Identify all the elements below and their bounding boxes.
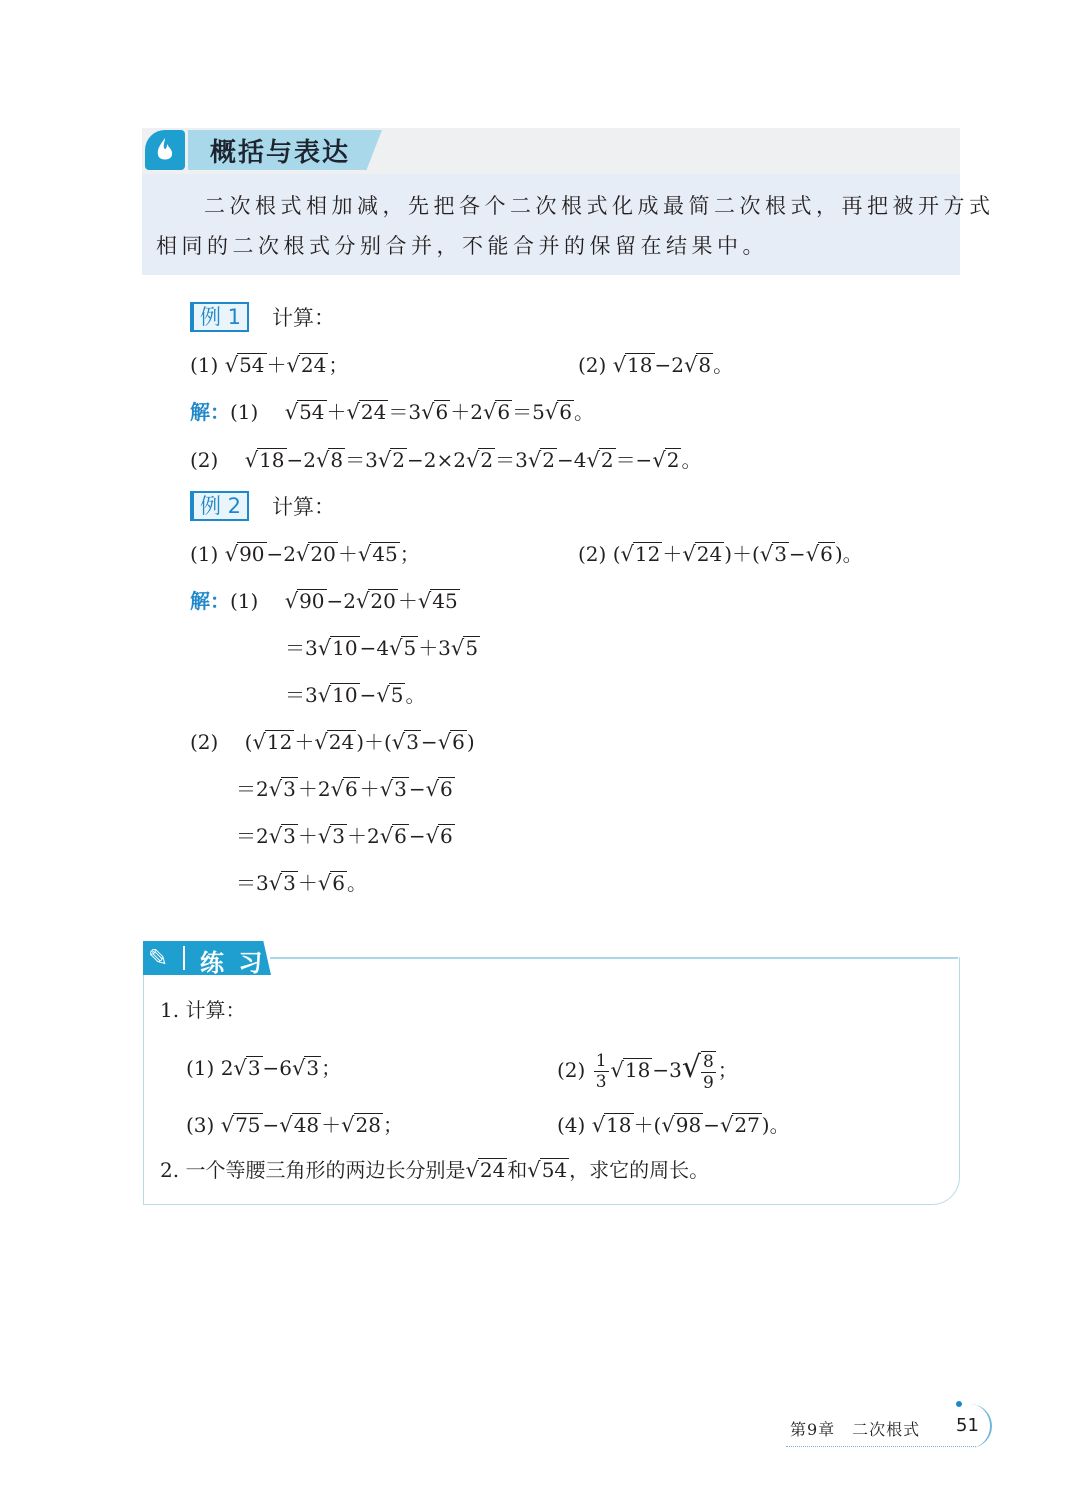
example-2-label: 例 2 bbox=[190, 491, 249, 521]
example-2-solution-2: (2) (√12 ＋√24 )＋(√3 −√6 ) bbox=[190, 730, 475, 754]
page-number-dot bbox=[956, 1401, 962, 1407]
practice-top-line bbox=[270, 957, 958, 959]
chapter-footer: 第9章 二次根式 bbox=[790, 1420, 921, 1439]
practice-1-part-3: (3) √75 −√48 ＋√28 ； bbox=[186, 1113, 403, 1137]
example-2-step-2: ＝3√10 −√5 。 bbox=[285, 683, 426, 707]
example-1-label: 例 1 bbox=[190, 302, 249, 332]
example-1-task: 计算： bbox=[272, 306, 335, 330]
example-2-solution-1: 解：(1) √90 −2√20 ＋√45 bbox=[190, 589, 458, 613]
footer-dotted-line bbox=[786, 1446, 976, 1447]
solution-label: 解 bbox=[190, 400, 210, 424]
solution-label: 解 bbox=[190, 589, 210, 613]
pencil-ruler-icon: ✎ bbox=[148, 944, 169, 972]
summary-box bbox=[142, 174, 995, 275]
summary-line-1: 二次根式相加减，先把各个二次根式化成最简二次根式，再把被开方式 bbox=[204, 194, 995, 218]
example-1-problem-1: (1) √54 ＋√24 ； bbox=[190, 353, 349, 377]
practice-question-2: 2. 一个等腰三角形的两边长分别是√24 和√54 ，求它的周长。 bbox=[160, 1158, 710, 1182]
example-2-step-1: ＝3√10 −4√5 ＋3√5 bbox=[285, 636, 479, 660]
practice-1-part-2: (2) $\frac{1}{3}$ √18 −3√ $\frac{8}{9}$ ； bbox=[557, 1050, 738, 1093]
flame-icon bbox=[145, 130, 185, 170]
example-2-step-5: ＝3√3 ＋√6 。 bbox=[236, 871, 367, 895]
practice-title: 练 习 bbox=[200, 949, 266, 977]
fraction-eight-ninths: $\frac{8}{9}$ bbox=[702, 1051, 714, 1093]
example-1-solution-2: (2) √18 −2√8 ＝3√2 −2×2√2 ＝3√2 −4√2 ＝−√2 。 bbox=[190, 448, 702, 472]
section-title: 概括与表达 bbox=[210, 138, 351, 168]
example-1-problem-2: (2) √18 −2√8 。 bbox=[578, 353, 734, 377]
example-2-step-4: ＝2√3 ＋√3 ＋2√6 −√6 bbox=[236, 824, 453, 848]
example-2-task: 计算： bbox=[272, 495, 335, 519]
practice-1-part-4: (4) √18 ＋(√98 −√27 )。 bbox=[557, 1113, 790, 1137]
example-2-problem-1: (1) √90 −2√20 ＋√45 ； bbox=[190, 542, 420, 566]
example-2-problem-2: (2) (√12 ＋√24 )＋(√3 −√6 )。 bbox=[578, 542, 863, 566]
page-number: 51 bbox=[956, 1415, 979, 1436]
practice-question-1: 1. 计算： bbox=[160, 998, 246, 1022]
summary-line-2: 相同的二次根式分别合并，不能合并的保留在结果中。 bbox=[156, 234, 768, 258]
example-2-step-3: ＝2√3 ＋2√6 ＋√3 −√6 bbox=[236, 777, 453, 801]
practice-tab-divider bbox=[183, 946, 185, 970]
practice-1-part-1: (1) 2√3 −6√3 ； bbox=[186, 1056, 342, 1080]
fraction-one-third: $\frac{1}{3}$ bbox=[595, 1051, 607, 1092]
example-1-solution-1: 解：(1) √54 ＋√24 ＝3√6 ＋2√6 ＝5√6 。 bbox=[190, 400, 594, 424]
